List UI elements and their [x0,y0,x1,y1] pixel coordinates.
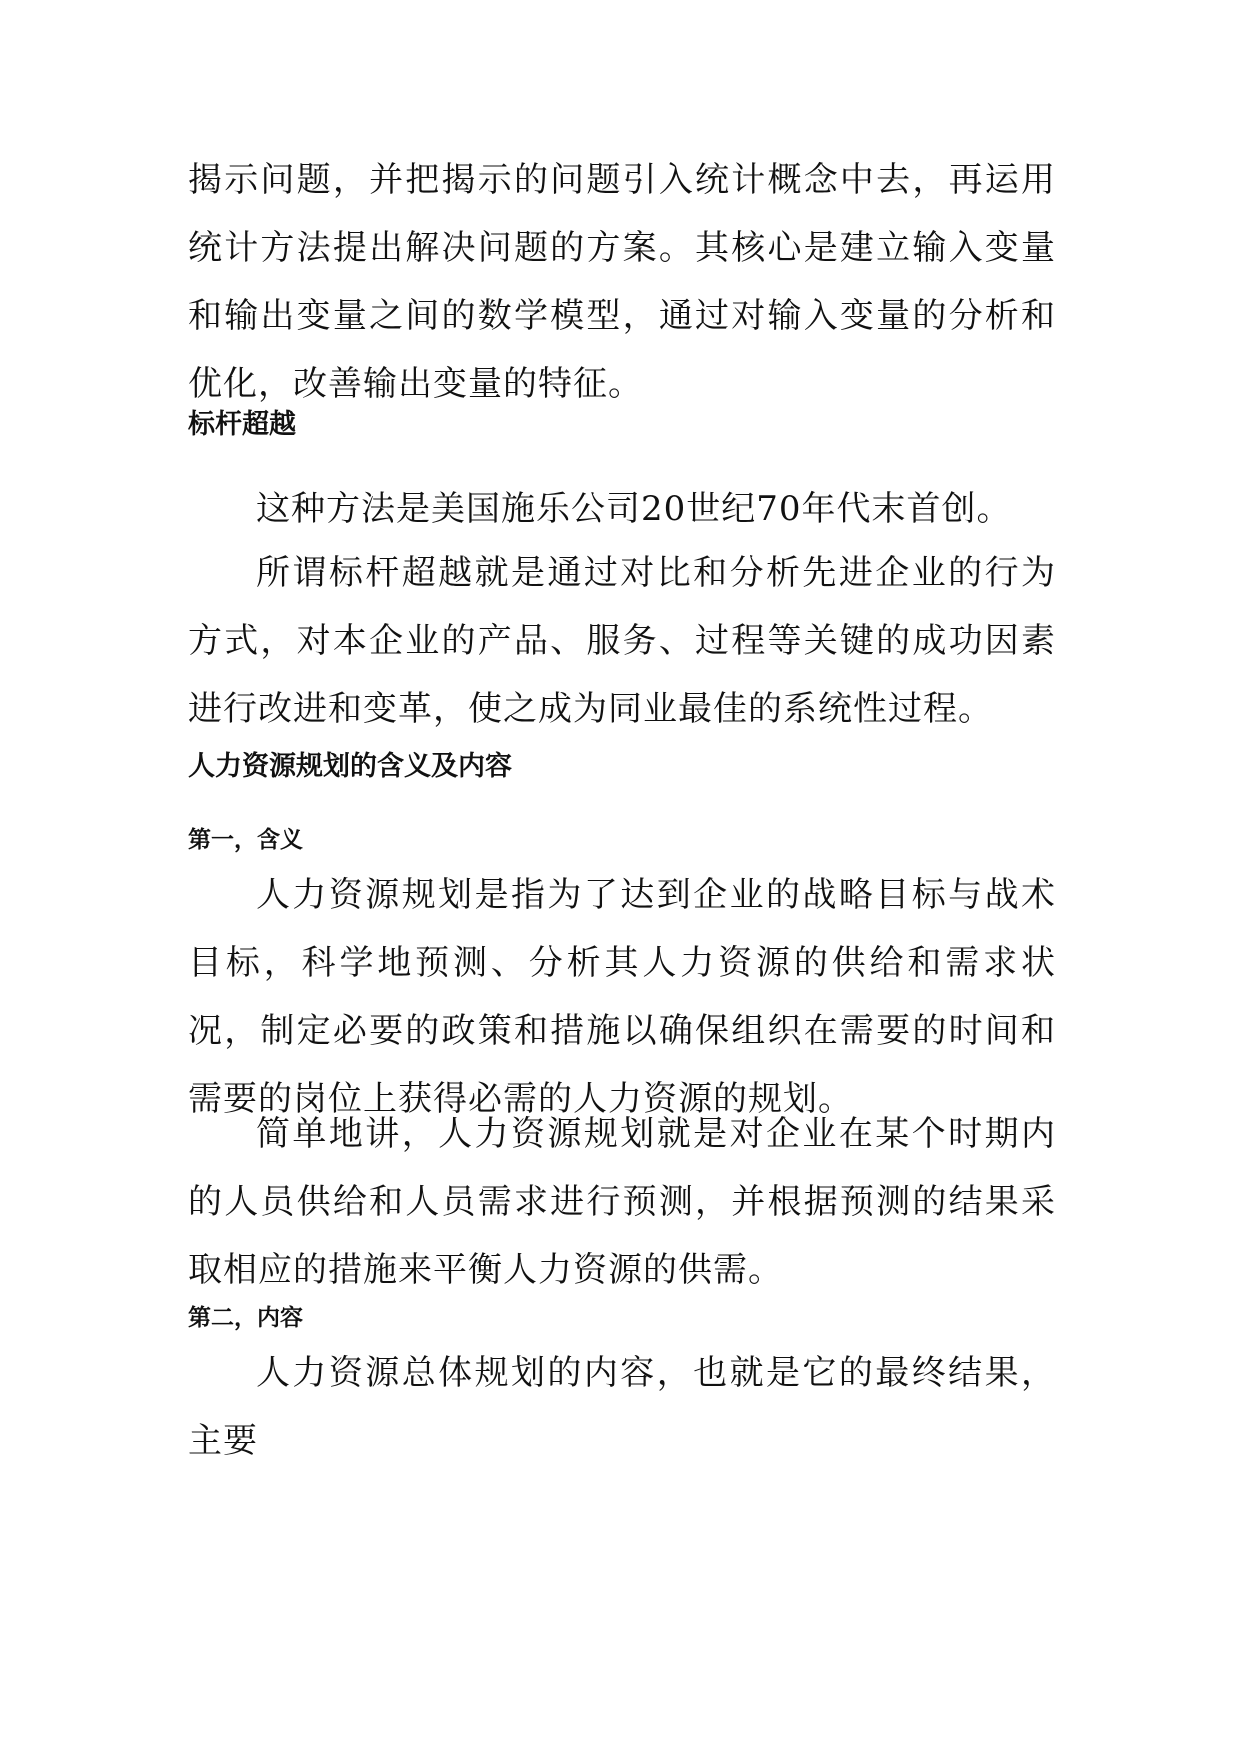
benchmarking-definition-paragraph: 所谓标杆超越就是通过对比和分析先进企业的行为方式，对本企业的产品、服务、过程等关键的成功因素进行改进和变革，使之成为同业最佳的系统性过程。 [188,553,1056,729]
subheading-content: 第二，内容 [188,1305,303,1331]
intro-paragraph: 揭示问题，并把揭示的问题引入统计概念中去，再运用统计方法提出解决问题的方案。其核心是建立输入变量和输出变量之间的数学模型，通过对输入变量的分析和优化，改善输出变量的特征。 [188,160,1056,404]
section-heading-hr-planning: 人力资源规划的含义及内容 [188,751,512,782]
hr-planning-simple-paragraph: 简单地讲，人力资源规划就是对企业在某个时期内的人员供给和人员需求进行预测，并根据预测的结果采取相应的措施来平衡人力资源的供需。 [188,1114,1056,1290]
hr-planning-meaning-paragraph: 人力资源规划是指为了达到企业的战略目标与战术目标，科学地预测、分析其人力资源的供给和需求状况，制定必要的政策和措施以确保组织在需要的时间和需要的岗位上获得必需的人力资源的规划。 [188,875,1056,1119]
section-heading-benchmarking: 标杆超越 [188,409,296,440]
benchmarking-origin-paragraph: 这种方法是美国施乐公司20世纪70年代末首创。 [256,489,1012,529]
subheading-meaning: 第一，含义 [188,827,303,853]
hr-planning-content-paragraph: 人力资源总体规划的内容，也就是它的最终结果，主要 [188,1353,1056,1461]
